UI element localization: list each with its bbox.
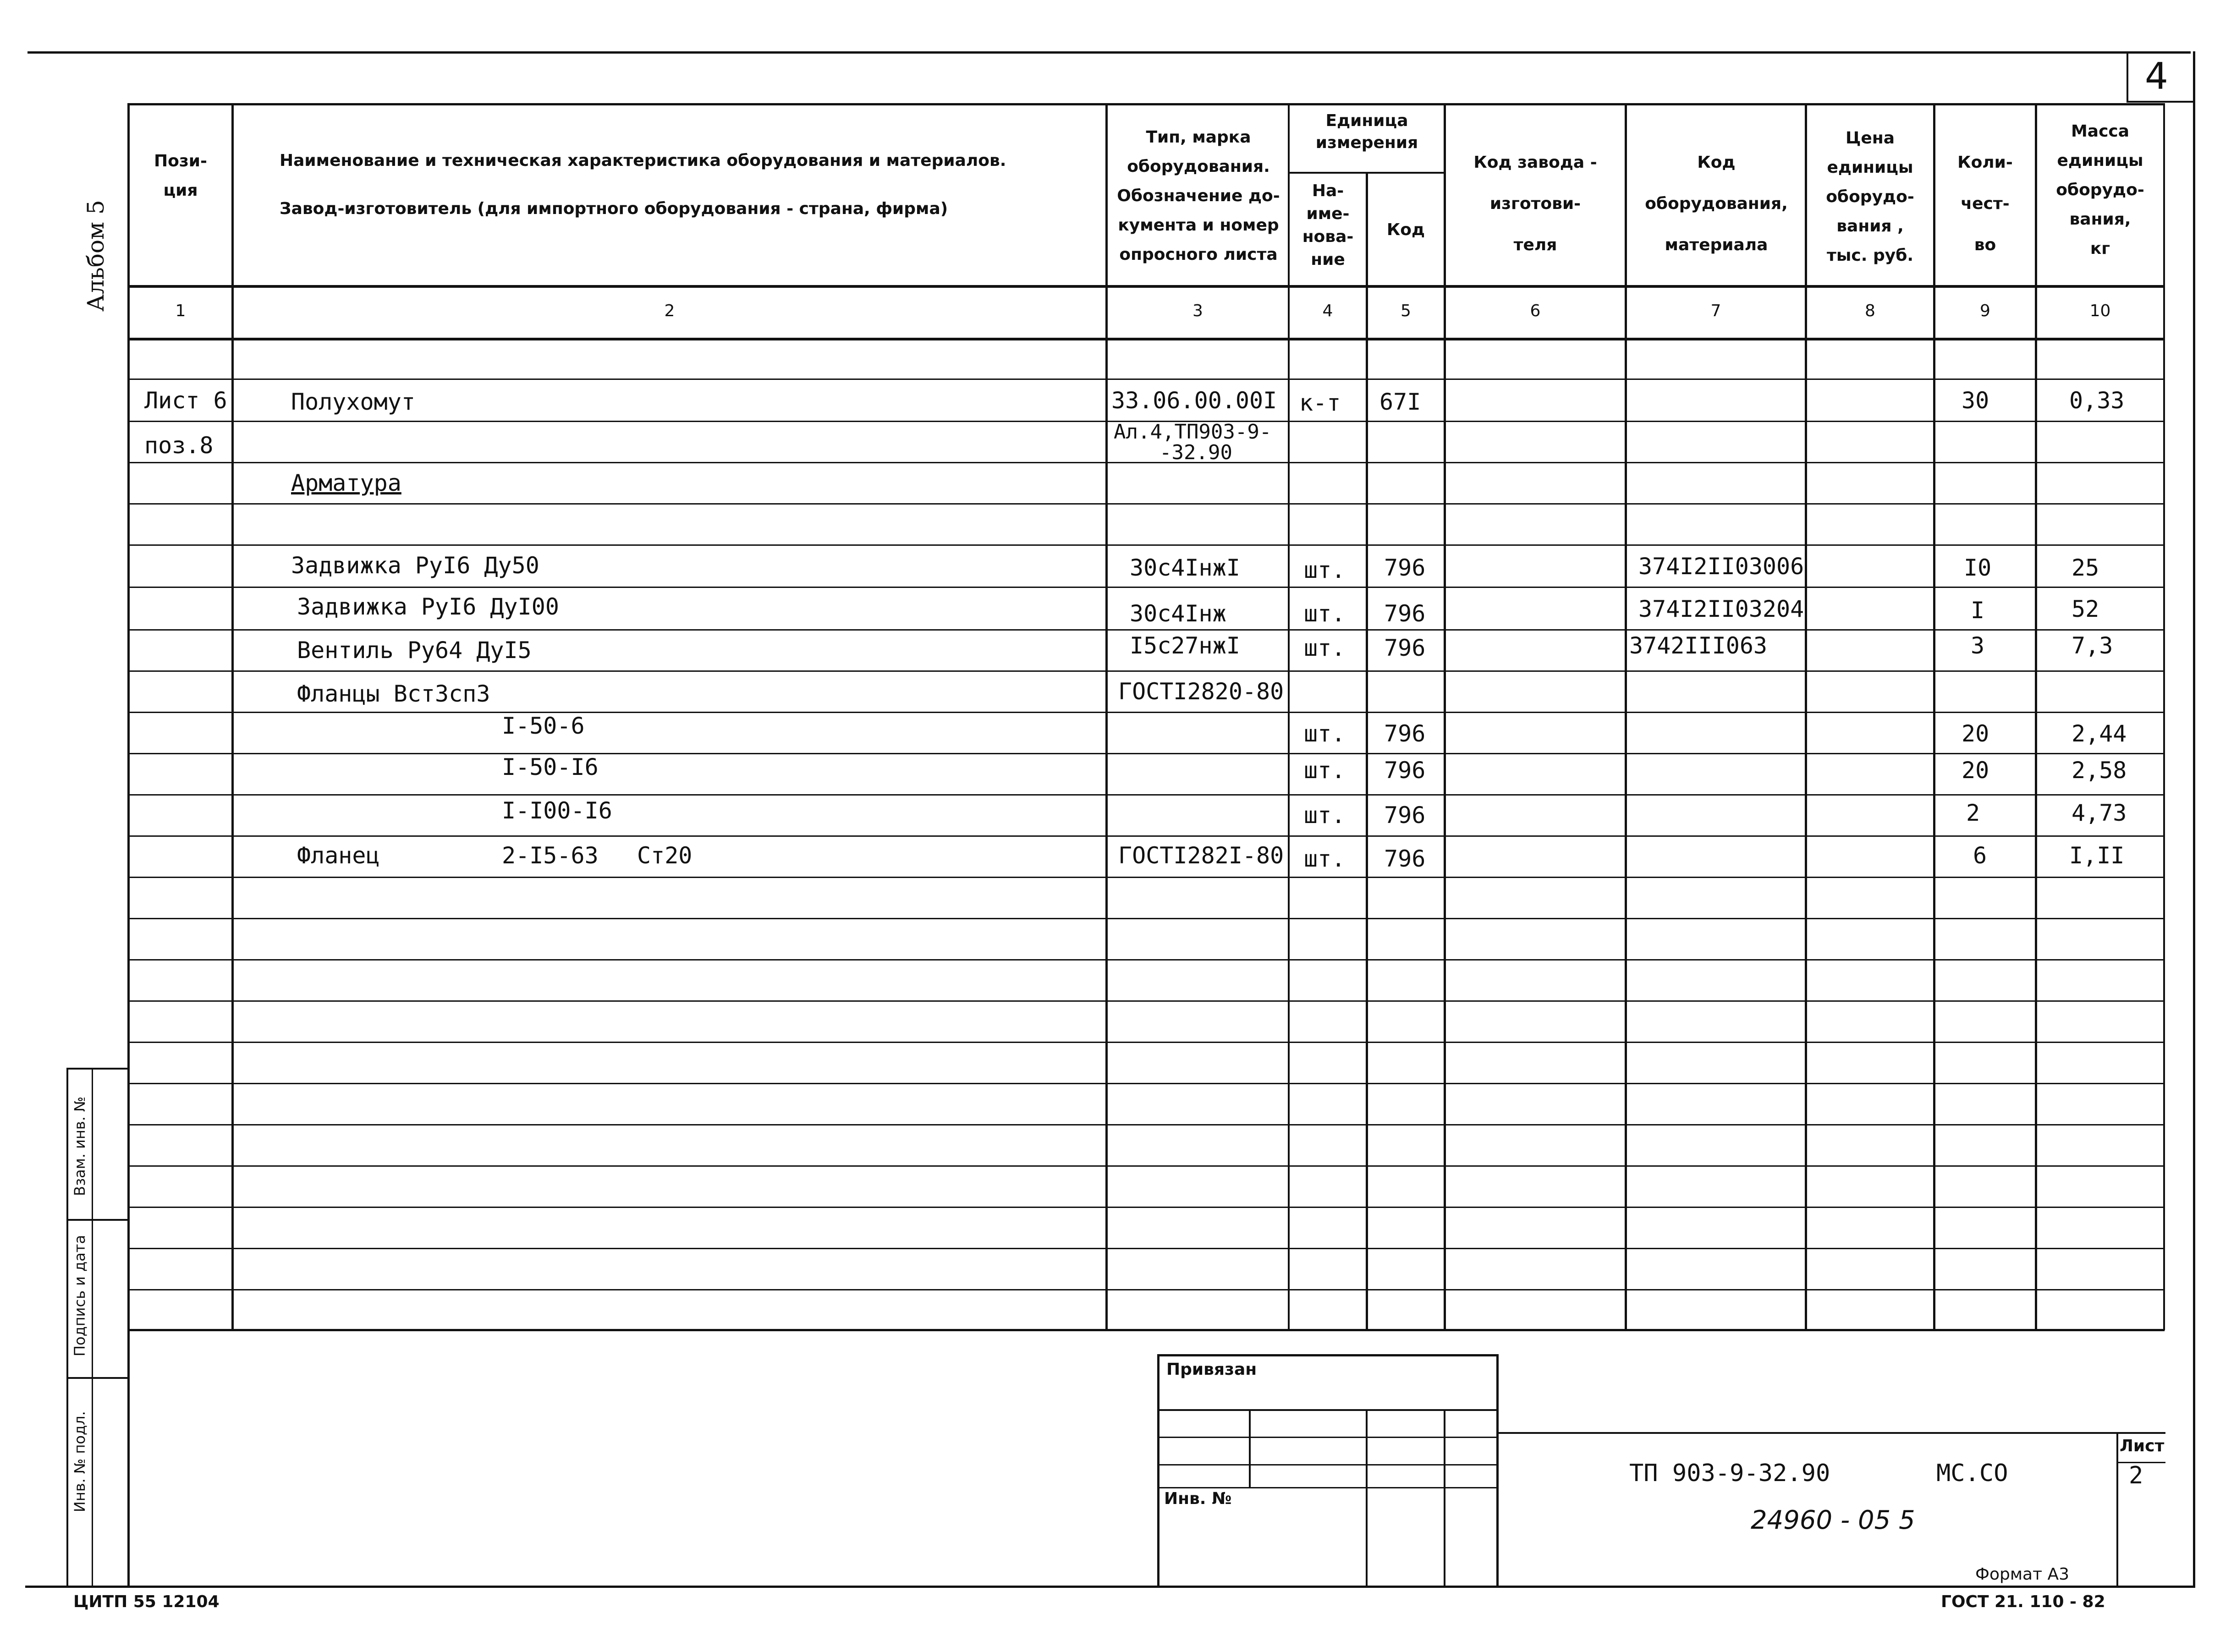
row-line [127,503,2165,505]
row4-name: Задвижка РуI6 Ду50 [291,552,539,579]
stamp-grid-h4 [1157,1487,1499,1488]
footer-gost: ГОСТ 21. 110 - 82 [1941,1592,2105,1611]
row2-type-line2: -32.90 [1159,441,1232,464]
colnum-3: 3 [1192,302,1203,320]
row5-unit: шт. [1304,600,1346,627]
stamp-privyazan-top [1157,1354,1499,1356]
row10-name: I-I00-I6 [502,797,612,824]
col-line-5 [1444,103,1446,1330]
row1-code: 67I [1379,389,1421,415]
col-line-1 [231,103,234,1330]
row4-equip-code: 374I2II03006 [1638,553,1804,580]
side-stamp-mid-line [92,1068,93,1587]
col-line-4 [1366,172,1368,1330]
row9-code: 796 [1384,757,1426,784]
row-line [127,835,2165,837]
row-line [127,1000,2165,1002]
stamp-grid-h2 [1157,1437,1499,1438]
row5-mass: 52 [2072,596,2099,622]
row1-unit: к-т [1299,390,1341,416]
header-quantity: Коли- чест- во [1957,153,2013,254]
colnum-10: 10 [2089,302,2111,320]
row11-quantity: 6 [1973,842,1987,869]
row7-type: ГОСТI2820-80 [1118,678,1284,705]
header-unit-name: На- име- нова- ние [1302,181,1354,269]
row8-quantity: 20 [1962,720,1989,747]
col-line-6 [1625,103,1627,1330]
row11-name-steel: Ст20 [637,842,692,869]
header-factory-code: Код завода - изготови- теля [1473,153,1597,254]
row4-type: 30с4IнжI [1130,554,1240,581]
header-unit-code: Код [1386,220,1425,239]
colnum-bottom-line [127,338,2165,340]
row7-name: Фланцы ВстЗсп3 [297,681,490,707]
side-stamp-sep2 [66,1377,128,1379]
header-price: Цена единицы оборудо- вания , тыс. руб. [1826,129,1914,265]
footer-citp: ЦИТП 55 12104 [73,1592,220,1611]
row-line [127,712,2165,713]
colnum-7: 7 [1710,302,1721,320]
stamp-inv-label: Инв. № [1164,1489,1232,1508]
stamp-grid-v2 [1366,1409,1368,1587]
stamp-sheet-number: 2 [2129,1462,2143,1489]
row9-unit: шт. [1304,757,1346,784]
row8-code: 796 [1384,720,1426,747]
stamp-grid-h3 [1157,1464,1499,1465]
header-equip-code: Код оборудования, материала [1645,153,1788,254]
table-top-line [127,103,2165,105]
row-line [127,1083,2165,1084]
row-line [127,670,2165,672]
row11-name: Фланец [297,842,380,869]
colnum-1: 1 [175,302,186,320]
row-line [127,629,2165,631]
row-line [127,877,2165,878]
row11-unit: шт. [1304,845,1346,872]
row5-equip-code: 374I2II03204 [1638,596,1804,622]
row-line [127,1042,2165,1043]
col-line-3 [1288,103,1290,1330]
row11-code: 796 [1384,845,1426,872]
top-border-line [27,51,2191,54]
side-stamp-sep1 [66,1219,128,1221]
stamp-privyazan-label: Привязан [1166,1360,1257,1379]
row1-type: 33.06.00.00I [1111,387,1277,414]
row1-position: Лист 6 [144,387,227,414]
stamp-sheet-label: Лист [2120,1437,2165,1455]
row-line [127,959,2165,960]
row-line [127,1165,2165,1167]
table-bottom-line [127,1329,2165,1331]
row-line [127,1207,2165,1208]
stamp-sheet-left [2116,1432,2118,1587]
row1-quantity: 30 [1962,387,1989,414]
side-stamp-inv-podl: Инв. № подл. [71,1411,88,1512]
row1-mass: 0,33 [2069,387,2125,414]
row8-mass: 2,44 [2072,720,2127,747]
stamp-doc-code: ТП 903-9-32.90 [1629,1460,1830,1487]
header-name-line2: Завод-изготовитель (для импортного оборудования - страна, фирма) [280,199,948,218]
row10-mass: 4,73 [2072,800,2127,826]
row4-mass: 25 [2072,554,2099,581]
row-line [127,918,2165,919]
colnum-5: 5 [1401,302,1411,320]
row2-position: поз.8 [144,432,214,459]
stamp-grid-v1 [1249,1409,1251,1487]
side-stamp-podpis: Подпись и дата [71,1235,88,1356]
header-mass: Масса единицы оборудо- вания, кг [2056,122,2144,258]
row9-quantity: 20 [1962,757,1989,784]
row5-type: 30с4Iнж [1130,600,1226,627]
row-line [127,794,2165,796]
handwritten-archive-number: 24960 - 05 5 [1751,1505,1915,1535]
col-line-2 [1105,103,1108,1330]
colnum-8: 8 [1865,302,1875,320]
row5-quantity: I [1971,597,1985,624]
table-right-line [2163,103,2165,1330]
row9-mass: 2,58 [2072,757,2127,784]
col-line-0 [127,103,130,1587]
footer-format: Формат А3 [1975,1565,2070,1584]
row10-unit: шт. [1304,802,1346,829]
row4-code: 796 [1384,554,1426,581]
row2-type-line1: Ал.4,ТП903-9- [1114,420,1272,444]
stamp-grid-v3 [1444,1409,1445,1587]
row-line [127,753,2165,754]
row3-section-title: Арматура [291,470,401,496]
colnum-2: 2 [664,302,675,320]
side-stamp-left-line [66,1068,68,1587]
row10-code: 796 [1384,802,1426,829]
header-name-line1: Наименование и техническая характеристика оборудования и материалов. [280,151,1006,170]
row11-type: ГОСТI282I-80 [1118,842,1284,869]
row6-equip-code: 3742III063 [1629,632,1768,659]
row-line [127,379,2165,380]
col-line-8 [1933,103,1935,1330]
col-line-7 [1805,103,1807,1330]
header-bottom-line [127,285,2165,288]
row-line [127,544,2165,546]
row10-quantity: 2 [1966,800,1980,826]
stamp-doc-mark: МС.СО [1936,1460,2008,1487]
stamp-privyazan-left [1157,1354,1159,1587]
row6-type: I5с27нжI [1130,632,1240,659]
row-line [127,587,2165,588]
row5-name: Задвижка РуI6 ДуI00 [297,593,559,620]
row1-name: Полухомут [291,389,415,415]
corner-box-bottom [2127,101,2195,103]
row-line [127,1289,2165,1290]
colnum-9: 9 [1980,302,1990,320]
row-line [127,1248,2165,1249]
corner-box-line [2127,51,2128,102]
row11-name-size: 2-I5-63 [502,842,599,869]
stamp-privyazan-right [1496,1354,1499,1587]
right-border-line [2193,51,2195,1586]
row6-mass: 7,3 [2072,632,2113,659]
row6-code: 796 [1384,635,1426,661]
header-unit: Единица измерения [1315,111,1418,152]
row8-unit: шт. [1304,720,1346,747]
row6-unit: шт. [1304,635,1346,661]
row4-quantity: I0 [1964,554,1992,581]
row11-mass: I,II [2069,842,2125,869]
colnum-4: 4 [1322,302,1333,320]
album-label: Альбом 5 [82,200,109,312]
stamp-main-top [1496,1432,2165,1434]
row4-unit: шт. [1304,557,1346,583]
header-position: Пози- ция [154,152,207,200]
row6-quantity: 3 [1971,632,1985,659]
bottom-border-line [25,1586,2195,1588]
row8-name: I-50-6 [502,713,585,739]
col-line-9 [2035,103,2037,1330]
stamp-grid-h1 [1157,1409,1499,1411]
corner-number: 4 [2145,55,2168,98]
row-line [127,462,2165,463]
row5-code: 796 [1384,600,1426,627]
row9-name: I-50-I6 [502,754,599,780]
side-stamp-vzam: Взам. инв. № [71,1096,88,1196]
colnum-6: 6 [1530,302,1541,320]
side-stamp-top [66,1068,128,1070]
row6-name: Вентиль Ру64 ДуI5 [297,637,532,664]
header-type: Тип, марка оборудования. Обозначение до- кумента и номер опросного листа [1117,128,1280,264]
row-line [127,1124,2165,1125]
